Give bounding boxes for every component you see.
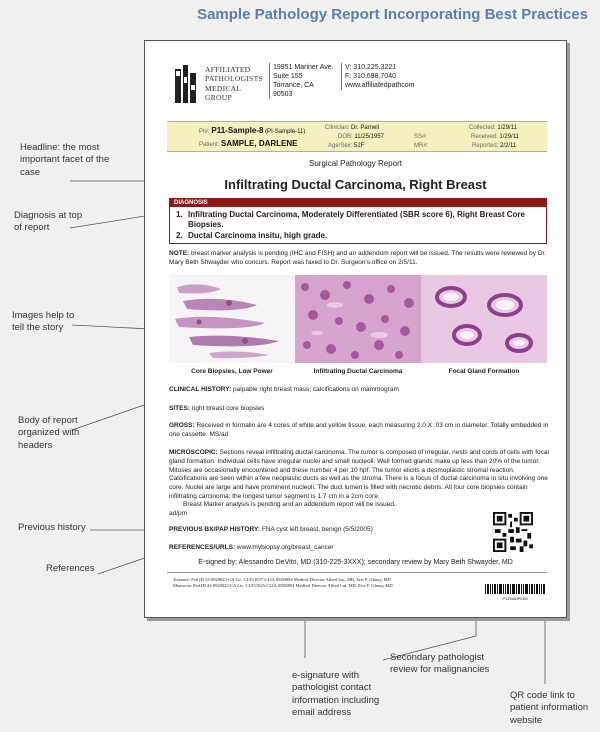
report-note [169, 250, 551, 268]
dob-label: DOB: [338, 134, 353, 140]
barcode-icon [485, 584, 545, 594]
callout-esignature: e-signature with pathologist contact information including email address [292, 670, 380, 719]
image-caption: Infiltrating Ductal Carcinoma [313, 368, 403, 375]
received-date [471, 134, 519, 140]
lab-logo-text [205, 65, 270, 103]
initials: ad/pm [169, 510, 188, 517]
previous-history [169, 526, 489, 535]
ss-label: SS#: [414, 134, 428, 140]
mr-number [414, 143, 428, 149]
section-header: REFERENCES/URLS: [169, 544, 236, 551]
section-text: Sections reveal infiltrating ductal carcinoma. The tumor is composed of irregular, nests and cords of cells with focal gland formation. Individual cells have irregular nuclei and small nucleoli. Well formed glands make up less than 20% of the tumor. Mitoses are occasionally encountered and these number 4 per 10 hpf. The tumor elicits a desmoplastic stromal reaction. Calcifications are seen within a few neoplastic ducts as well as the stroma. There is a focus of ductal carcinoma in situ involving one core. Nuclei are large and have prominent nucleoli. The duct lumen is filled with necrotic debris. All four core biopsies contain infiltrating carcinoma; the longest tumor segment is 1.7 cm in a 2cm core. [169, 449, 549, 500]
clinician-label: Clinician: [325, 125, 350, 131]
microscopic-description [169, 449, 551, 502]
addendum-note: Breast Marker analysis is pending and an addendum report will be issued. [183, 501, 396, 508]
website-line: www.affiliatedpathcom [345, 82, 415, 90]
section-header: CLINICAL HISTORY: [169, 386, 232, 393]
pi-alt: (PI-Sample-11) [265, 129, 306, 135]
section-text: Received in formalin are 4 cores of white and yellow tissue, each measuring 2.0 X .03 cm in diameter. Totally embedded in one cassette. MS/ad [169, 422, 549, 438]
patient-name [199, 139, 297, 148]
e-signature: E-signed by: Alessandro DeVito, MD (310-225-3XXX); secondary review by Mary Beth Shwayder, MD [198, 559, 513, 566]
diagnosis-text: Infiltrating Ductal Carcinoma, Moderately Differentiated (SBR score 6), Right Breast Core Biopsies. [188, 210, 525, 230]
section-header: MICROSCOPIC: [169, 449, 218, 456]
divider [167, 572, 547, 573]
callout-diagnosis: Diagnosis at top of report [14, 210, 83, 234]
logo-line: GROUP [205, 93, 232, 103]
diagnosis-item [176, 231, 542, 241]
diagnosis-list [170, 207, 546, 241]
section-header: GROSS: [169, 422, 195, 429]
patient-info-box [167, 121, 547, 152]
dob [338, 134, 384, 140]
section-text: palpable right breast mass; calcifications on mammogram [231, 386, 399, 393]
ss-number [414, 134, 427, 140]
page-title: Sample Pathology Report Incorporating Best Practices [197, 6, 588, 23]
phone-line: V: 310.225.3221 [345, 64, 397, 71]
callout-body: Body of report organized with headers [18, 415, 80, 451]
sites [169, 405, 551, 414]
clinician-value: Dr. Parnell [351, 125, 380, 131]
clinical-history [169, 386, 551, 395]
section-text: FNA cyst left breast, benign (5/5/2005) [260, 526, 373, 533]
diagnosis-num: 1. [176, 210, 183, 219]
pi-label: PI#: [199, 129, 210, 135]
references [169, 544, 489, 553]
fax-line: F: 310.698.7040 [345, 73, 396, 81]
lab-contact [341, 63, 451, 90]
note-text: breast marker analysis is pending (IHC and FISH) and an addendum report will be issued. The results were reviewed by Dr. Mary Beth Shwayder who concurs. Report was faxed to Dr. Surgeon's office on 2/5/11. [169, 250, 547, 266]
footer-line: Torrance: Fed ID 33-0929023-CA Lic. CLF1103*-CLIA 05D0894 Medical Director Alfred Lui, MD, Eric F. Glassy, MD [173, 577, 391, 582]
age-sex [328, 143, 364, 149]
agesex-value: 52F [354, 143, 365, 149]
biopsy-image-glands [421, 275, 547, 363]
section-header: SITES: [169, 405, 190, 412]
diagnosis-header: DIAGNOSIS [170, 199, 546, 207]
callout-references: References [46, 563, 95, 574]
clinician [325, 125, 379, 131]
footer-line: Monrovia: Fed ID 33-0929023-CA Lic. CLF11025-CLIA 05D0894 Medical Director Alfred Lui, MD, Eric F. Glassy, MD [173, 583, 393, 589]
address-line: Torrance, CA [273, 82, 314, 90]
address-line: 19951 Mariner Ave. [273, 64, 334, 71]
pi-number [199, 126, 305, 135]
received-label: Received: [471, 134, 498, 140]
pathology-report [144, 40, 567, 618]
address-line: 90503 [273, 91, 293, 99]
barcode-caption: P11SAMPLE8 [502, 596, 528, 601]
report-type: Surgical Pathology Report [309, 159, 402, 168]
logo-line: PATHOLOGISTS [205, 74, 263, 84]
collected-value: 1/29/11 [497, 125, 517, 131]
image-caption: Core Biopsies, Low Power [191, 368, 273, 375]
callout-headline: Headline: the most important facet of the case [20, 142, 110, 178]
diagnosis-text: Ductal Carcinoma insitu, high grade. [188, 230, 328, 240]
biopsy-image-idc [295, 275, 421, 363]
report-headline: Infiltrating Ductal Carcinoma, Right Breast [224, 177, 487, 192]
mr-label: MR#: [414, 143, 429, 149]
diagnosis-item [176, 210, 542, 231]
lab-logo-icon [175, 63, 199, 105]
report-footer [173, 577, 483, 589]
address-line: Suite 155 [273, 73, 303, 81]
reference-link[interactable]: www.mybiopsy.org/breast_cancer [235, 544, 334, 551]
qr-code-icon[interactable] [493, 512, 533, 552]
gross-description [169, 422, 551, 440]
callout-qr-code: QR code link to patient information website [510, 690, 589, 726]
reported-label: Reported: [472, 143, 499, 149]
diagnosis-box [169, 198, 547, 244]
callout-previous: Previous history [18, 522, 86, 533]
patient-value: SAMPLE, DARLENE [221, 139, 298, 148]
section-text: right breast core biopsies [189, 405, 265, 412]
patient-label: Patient: [199, 142, 220, 148]
logo-line: MEDICAL [205, 83, 242, 93]
received-value: 1/29/11 [499, 134, 519, 140]
collected-date [469, 125, 517, 131]
dob-value: 11/25/1957 [354, 134, 384, 140]
note-label: NOTE: [169, 250, 190, 257]
image-caption: Focal Gland Formation [448, 368, 520, 375]
collected-label: Collected: [469, 125, 496, 131]
callout-secondary-review: Secondary pathologist review for malignancies [390, 652, 490, 676]
section-header: PREVIOUS BX/PAP HISTORY: [169, 526, 261, 533]
biopsy-image-low-power [169, 275, 295, 363]
lab-address [269, 63, 339, 99]
logo-line: AFFILIATED [205, 65, 251, 74]
agesex-label: Age/Sex: [328, 143, 353, 149]
reported-date [472, 143, 516, 149]
diagnosis-num: 2. [176, 230, 183, 240]
pi-value: P11-Sample-8 [211, 126, 264, 135]
callout-images: Images help to tell the story [12, 310, 75, 334]
reported-value: 2/2/11 [500, 143, 517, 149]
